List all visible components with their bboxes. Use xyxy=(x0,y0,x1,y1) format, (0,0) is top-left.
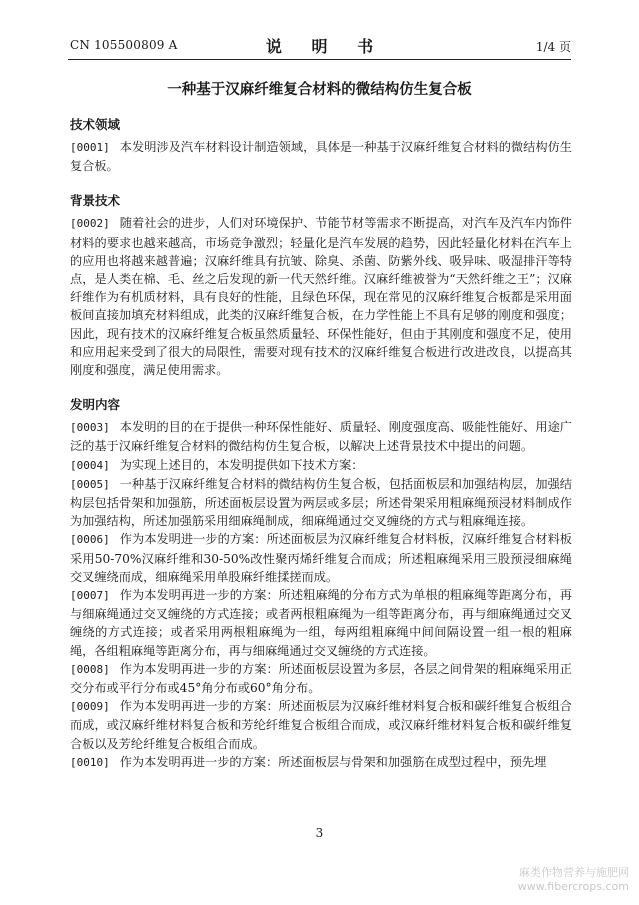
paragraph-text: 本发明涉及汽车材料设计制造领域，具体是一种基于汉麻纤维复合材料的微结构仿生复合板。 xyxy=(70,140,572,174)
paragraph-text: 作为本发明再进一步的方案：所述面板层为汉麻纤维材料复合板和碳纤维复合板组合而成，或汉麻纤维材料复合板和芳纶纤维复合板组合而成，或汉麻纤维材料复合板和碳纤维复合板以及芳纶纤维复合板组合而成。 xyxy=(70,699,572,751)
watermark-url: www.fibercrops.com xyxy=(517,880,629,893)
header-divider xyxy=(68,59,571,60)
paragraph-text: 作为本发明再进一步的方案：所述面板层与骨架和加强筋在成型过程中，预先埋 xyxy=(119,754,547,769)
paragraph xyxy=(70,753,572,772)
site-watermark xyxy=(518,866,629,894)
paragraph-number: [0005] xyxy=(70,477,110,491)
paragraph xyxy=(70,697,572,753)
paragraph-number: [0004] xyxy=(70,458,110,472)
watermark-site-name: 麻类作物营养与施肥网 xyxy=(519,866,629,879)
paragraph xyxy=(70,586,572,660)
paragraph xyxy=(70,530,572,586)
paragraph-text: 作为本发明再进一步的方案：所述粗麻绳的分布方式为单根的粗麻绳等距离分布，再与细麻绳通过交叉缠绕的方式连接；或者两根粗麻绳为一组等距离分布，再与细麻绳通过交叉缠绕的方式连接；或者采用两根粗麻绳为一组，每两组粗麻绳中间间隔设置一组一根的粗麻绳，各组粗麻绳等距离分布，再与细麻绳通过交叉缠绕的方式连接。 xyxy=(70,588,572,658)
document-type-heading: 说 明 书 xyxy=(265,37,386,56)
page-indicator: 1/4 页 xyxy=(535,40,571,54)
paragraph xyxy=(70,138,572,175)
section-heading: 技术领域 xyxy=(70,117,121,132)
paragraph-text: 本发明的目的在于提供一种环保性能好、质量轻、刚度强度高、吸能性能好、用途广泛的基于汉麻纤维复合材料的微结构仿生复合板，以解决上述背景技术中提出的问题。 xyxy=(70,420,572,454)
paragraph xyxy=(70,418,572,455)
paragraph-number: [0007] xyxy=(70,589,110,603)
paragraph xyxy=(70,660,572,697)
section-summary xyxy=(70,396,572,772)
paragraph xyxy=(70,214,572,379)
paragraph xyxy=(70,475,572,531)
section-technical-field xyxy=(70,116,572,175)
paragraph-number: [0010] xyxy=(70,755,110,769)
paragraph-text: 为实现上述目的，本发明提供如下技术方案： xyxy=(119,457,364,472)
paragraph-number: [0009] xyxy=(70,700,110,714)
paragraph-text: 作为本发明再进一步的方案：所述面板层设置为多层，各层之间骨架的粗麻绳采用正交分布或平行分布或45°角分布或60°角分布。 xyxy=(70,661,572,696)
page-number: 3 xyxy=(315,826,324,840)
publication-number: CN 105500809 A xyxy=(70,38,178,52)
paragraph-number: [0001] xyxy=(70,141,110,154)
section-heading: 发明内容 xyxy=(70,397,121,413)
paragraph-text: 一种基于汉麻纤维复合材料的微结构仿生复合板，包括面板层和加强结构层，加强结构层包括骨架和加强筋，所述面板层设置为两层或多层；所述骨架采用粗麻绳预浸材料制成作为加强结构，所述加强筋采用细麻绳制成，细麻绳通过交叉缠绕的方式与粗麻绳连接。 xyxy=(70,476,572,529)
paragraph-number: [0003] xyxy=(70,421,110,435)
paragraph-text: 随着社会的进步，人们对环境保护、节能节材等需求不断提高，对汽车及汽车内饰件材料的要求也越来越高，市场竞争激烈；轻量化是汽车发展的趋势，因此轻量化材料在汽车上的应用也将越来越普遍；汉麻纤维具有抗皱、除臭、杀菌、防紫外线、吸异味、吸湿排汗等特点，是人类在棉、毛、丝之后发现的新一代天然纤维。汉麻纤维被誉为“天然纤维之王”；汉麻纤维作为有机质材料，具有良好的性能，且绿色环保，现在常见的汉麻纤维复合板都是采用面板间直接加填充材料组成，此类的汉麻纤维复合板，在力学性能上不具有足够的刚度和强度；因此，现有技术的汉麻纤维复合板虽然质量轻、环保性能好，但由于其刚度和强度不足，使用和应用起来受到了很大的局限性，需要对现有技术的汉麻纤维复合板进行改进改良，以提高其刚度和强度，满足使用需求。 xyxy=(70,216,572,378)
paragraph-text: 作为本发明进一步的方案：所述面板层为汉麻纤维复合材料板，汉麻纤维复合材料板采用50-70%汉麻纤维和30-50%改性聚丙烯纤维复合而成；所述粗麻绳采用三股预浸细麻绳交叉缠绕而成，细麻绳采用单股麻纤维揉搓而成。 xyxy=(70,532,572,584)
paragraph-number: [0006] xyxy=(70,533,110,547)
section-background xyxy=(70,192,572,379)
paragraph-number: [0008] xyxy=(70,662,110,676)
section-heading: 背景技术 xyxy=(70,193,121,209)
paragraph xyxy=(70,456,572,475)
document-title: 一种基于汉麻纤维复合材料的微结构仿生复合板 xyxy=(167,82,472,98)
paragraph-number: [0002] xyxy=(70,217,110,231)
document-body xyxy=(70,116,572,772)
